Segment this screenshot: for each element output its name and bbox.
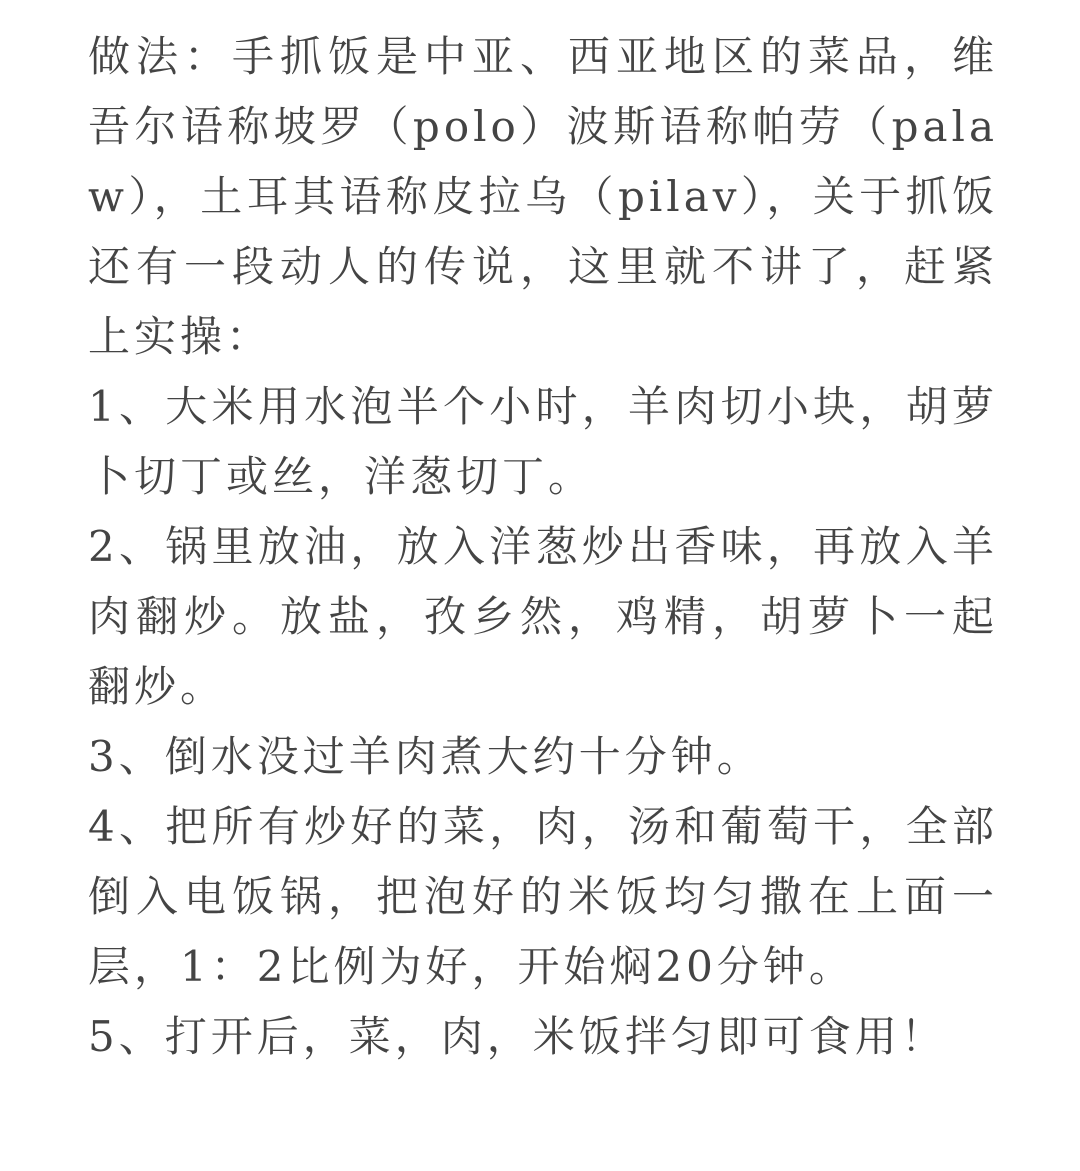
step-4: 4、把所有炒好的菜，肉，汤和葡萄干，全部倒入电饭锅，把泡好的米饭均匀撒在上面一层，1：2比例为好，开始焖20分钟。 bbox=[88, 802, 998, 991]
step-5: 5、打开后，菜，肉，米饭拌匀即可食用！ bbox=[88, 1012, 947, 1061]
recipe-text bbox=[88, 22, 998, 1072]
intro-paragraph: 做法：手抓饭是中亚、西亚地区的菜品，维吾尔语称坡罗（polo）波斯语称帕劳（palaw），土耳其语称皮拉乌（pilav），关于抓饭还有一段动人的传说，这里就不讲了，赶紧上实操： bbox=[88, 32, 998, 361]
step-3: 3、倒水没过羊肉煮大约十分钟。 bbox=[88, 732, 763, 781]
step-1: 1、大米用水泡半个小时，羊肉切小块，胡萝卜切丁或丝，洋葱切丁。 bbox=[88, 382, 998, 501]
step-2: 2、锅里放油，放入洋葱炒出香味，再放入羊肉翻炒。放盐，孜乡然，鸡精，胡萝卜一起翻炒。 bbox=[88, 522, 998, 711]
